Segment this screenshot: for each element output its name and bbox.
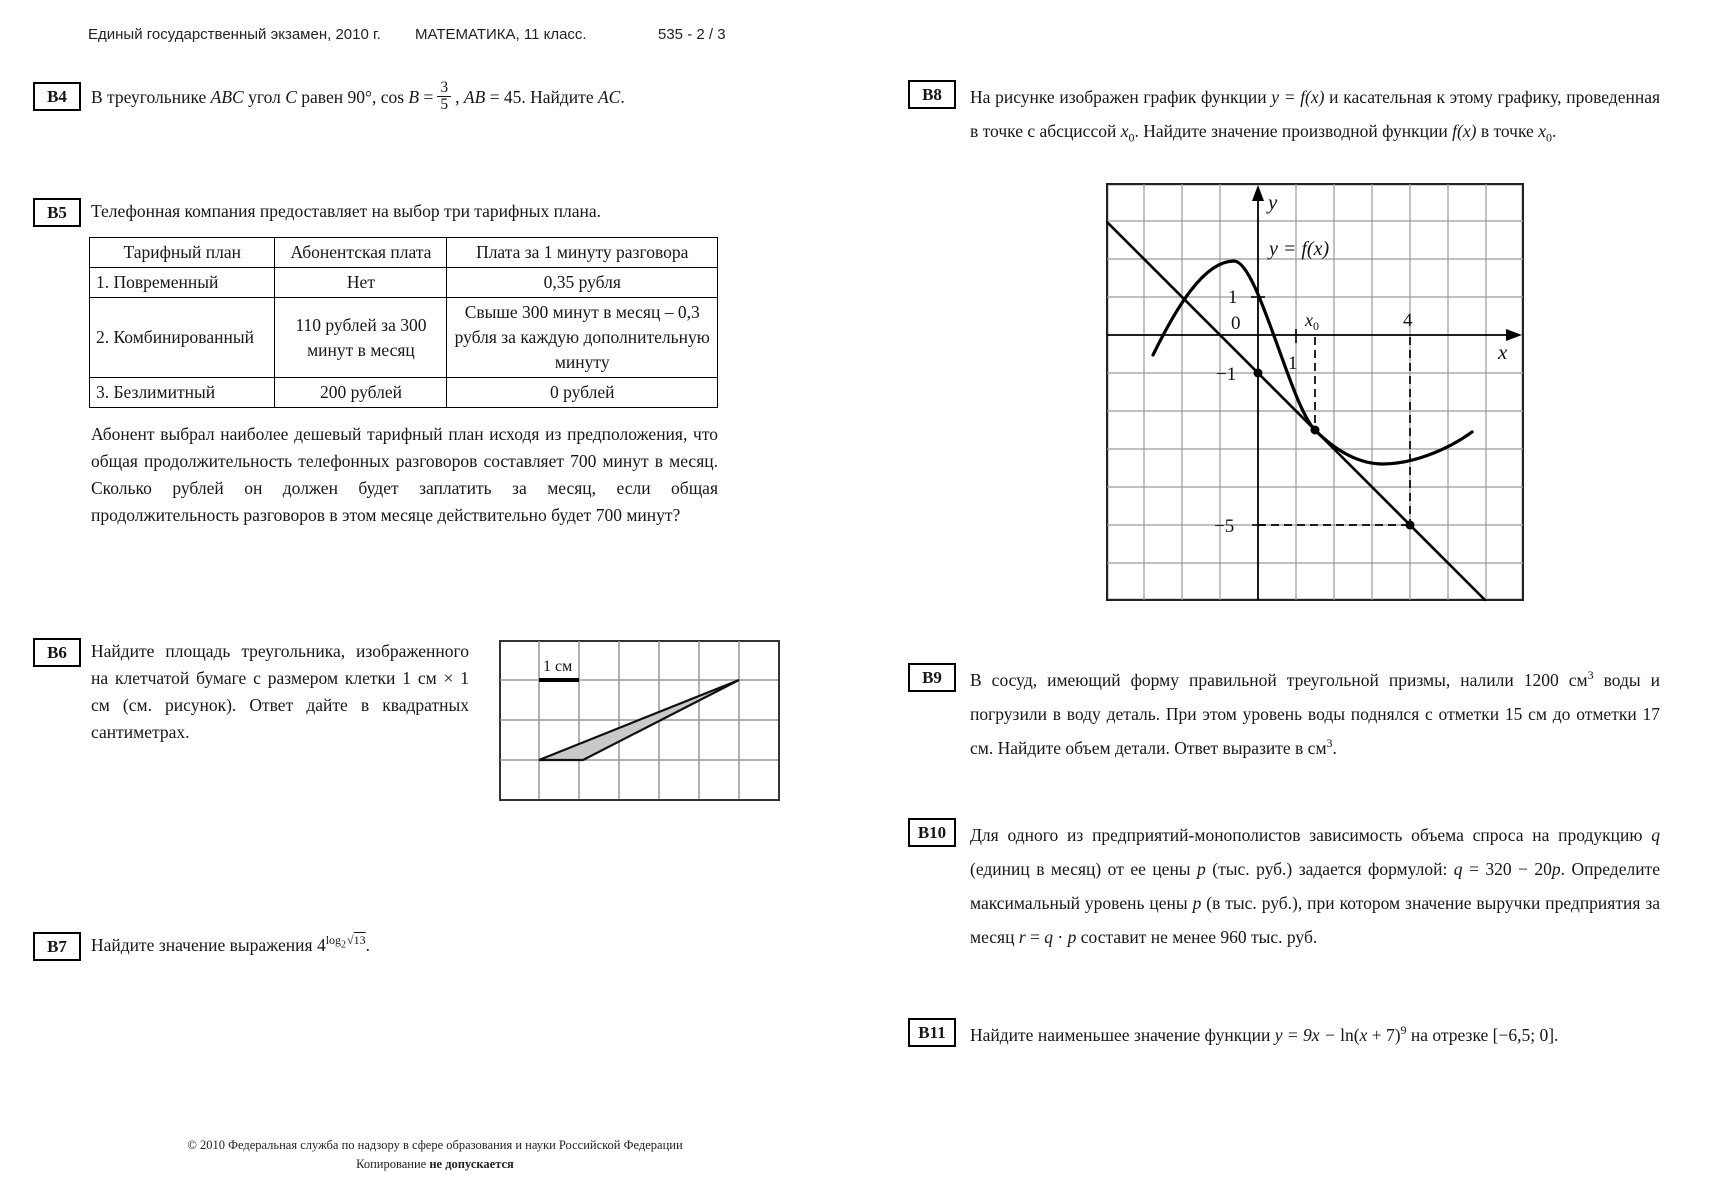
cell-plan-2: 2. Комбинированный — [90, 298, 275, 378]
math-sup: 9 — [1400, 1023, 1407, 1038]
math-formula: · — [1053, 927, 1068, 947]
footer-copyright: © 2010 Федеральная служба по надзору в сфере образования и науки Российской Федерации — [187, 1138, 683, 1152]
text-segment: На рисунке изображен график функции — [970, 87, 1267, 107]
cell-rate-2: Свыше 300 минут в месяц – 0,3 рубля за каждую дополнительную минуту — [447, 298, 718, 378]
text-segment: . — [1551, 121, 1557, 141]
tick-label-origin: 0 — [1231, 313, 1241, 334]
header-subject: МАТЕМАТИКА, 11 класс. — [415, 26, 587, 43]
problem-number-box: В8 — [908, 80, 956, 109]
table-header-row — [90, 238, 718, 268]
text-segment: в точке — [1480, 121, 1534, 141]
fraction-numerator: 3 — [440, 79, 449, 96]
math-base: 4 — [316, 935, 326, 955]
math-interval: [−6,5; 0] — [1492, 1025, 1555, 1045]
problem-paragraph: Абонент выбрал наиболее дешевый тарифный план исходя из предположения, что общая продолжительность телефонных разговоров составляет 700 минут в месяц. Сколько рублей он должен будет заплатить за месяц, если общая продолжительность разговоров в этом месяце действительно будет 700 минут? — [91, 424, 718, 525]
x-axis-label: x — [1498, 340, 1508, 364]
math-var: p — [1551, 859, 1561, 879]
cell-fee-2: 110 рублей за 300 минут в месяц — [275, 298, 447, 378]
text-segment: . — [365, 935, 371, 955]
math-formula: = 320 − 20 — [1462, 859, 1552, 879]
problem-text — [970, 80, 1660, 148]
tariff-table — [89, 237, 718, 408]
problem-number-box: В9 — [908, 663, 956, 692]
math-formula: y = f(x) — [1271, 87, 1325, 107]
problem-number-box: В5 — [33, 198, 81, 227]
y-axis-label: y — [1268, 190, 1278, 214]
text-segment: , — [455, 86, 460, 107]
text-segment: Для одного из предприятий-монополистов зависимость объема спроса на продукцию — [970, 825, 1643, 845]
radicand: 13 — [353, 933, 366, 948]
col-header-plan: Тарифный план — [90, 238, 275, 268]
problem-b7 — [33, 932, 718, 961]
graph-figure — [1106, 183, 1524, 601]
problem-text — [970, 663, 1660, 765]
problem-b8 — [908, 80, 1660, 148]
text-segment: воды и погрузили в воду деталь. При этом уровень воды поднялся с отметки 15 см до отметки 17 см. Найдите объем детали. Ответ выразите в см — [970, 670, 1660, 758]
tick-label-ym5: −5 — [1214, 516, 1235, 537]
text-segment: (единиц в месяц) от ее цены — [970, 859, 1191, 879]
text-segment: = — [423, 86, 434, 107]
text-segment: В треугольнике — [91, 86, 207, 107]
sqrt-icon: √ — [347, 933, 354, 948]
math-sub: 0 — [1128, 130, 1135, 145]
text-segment: В сосуд, имеющий форму правильной треугольной призмы, налили 1200 см — [970, 670, 1588, 690]
problem-number-box: В7 — [33, 932, 81, 961]
text-segment: на отрезке — [1410, 1025, 1489, 1045]
table-row — [90, 298, 718, 378]
cell-plan-3: 3. Безлимитный — [90, 378, 275, 408]
math-var: x — [1538, 121, 1546, 141]
math-formula: + 7) — [1367, 1025, 1401, 1045]
text-segment: . — [1332, 738, 1337, 758]
header-exam-title: Единый государственный экзамен, 2010 г. — [88, 26, 381, 43]
problem-number-box: В6 — [33, 638, 81, 667]
text-segment: = 45. Найдите — [489, 86, 594, 107]
problem-b11 — [908, 1018, 1660, 1052]
problem-number-box: В10 — [908, 818, 956, 847]
problem-b5 — [33, 198, 718, 529]
tick-label-x4: 4 — [1403, 310, 1413, 331]
tick-label-x1: 1 — [1288, 353, 1298, 374]
problem-number-box: В4 — [33, 82, 81, 111]
log-base: 2 — [341, 939, 347, 951]
problem-text — [91, 932, 718, 959]
cell-plan-1: 1. Повременный — [90, 268, 275, 298]
math-var: q — [1044, 927, 1054, 947]
tick-label-x0: $x_0$ — [1305, 310, 1319, 333]
scale-label: 1 см — [543, 658, 573, 675]
text-segment: . — [1554, 1025, 1559, 1045]
math-formula: f(x) — [1452, 121, 1477, 141]
text-segment: Найдите значение выражения — [91, 935, 313, 955]
math-var: B — [408, 86, 420, 107]
col-header-fee: Абонентская плата — [275, 238, 447, 268]
problem-text: Найдите площадь треугольника, изображенного на клетчатой бумаге с размером клетки 1 см × 1 см (см. рисунок). Ответ дайте в квадратных сантиметрах. — [91, 641, 469, 742]
text-segment: (тыс. руб.) задается формулой: — [1212, 859, 1448, 879]
math-func: cos — [380, 86, 405, 107]
problem-intro: Телефонная компания предоставляет на выбор три тарифных плана. — [91, 201, 602, 221]
cell-rate-3: 0 рублей — [447, 378, 718, 408]
math-var: x — [1359, 1025, 1368, 1045]
text-segment: равен 90°, — [301, 86, 377, 107]
math-formula: y = 9x − — [1274, 1025, 1341, 1045]
math-var: q — [1453, 859, 1463, 879]
math-formula: = — [1025, 927, 1045, 947]
cell-fee-1: Нет — [275, 268, 447, 298]
math-var: p — [1192, 893, 1202, 913]
math-func: ln( — [1340, 1025, 1360, 1045]
text-segment: составит не менее 960 тыс. руб. — [1080, 927, 1318, 947]
page-footer — [65, 1136, 805, 1174]
math-sup: 3 — [1587, 668, 1594, 683]
point-4-m5 — [1406, 521, 1415, 530]
math-sup: 3 — [1326, 736, 1333, 751]
text-segment: угол — [248, 86, 281, 107]
cell-rate-1: 0,35 рубля — [447, 268, 718, 298]
header-page-code: 535 - 2 / 3 — [658, 26, 726, 43]
math-var: q — [1651, 825, 1661, 845]
math-var: ABC — [210, 86, 244, 107]
problem-b9 — [908, 663, 1660, 765]
curve-label: y = f(x) — [1269, 238, 1330, 260]
math-exponent — [325, 933, 366, 951]
problem-text — [970, 818, 1660, 954]
grid-figure — [499, 640, 780, 801]
math-var: AB — [463, 86, 486, 107]
problem-text — [970, 1018, 1660, 1052]
col-header-per-minute: Плата за 1 минуту разговора — [447, 238, 718, 268]
footer-copy-notice: Копирование не допускается — [356, 1157, 514, 1171]
tick-label-y1: 1 — [1228, 287, 1238, 308]
point-0-m1 — [1254, 369, 1263, 378]
problem-text — [91, 79, 718, 116]
math-var: x — [1120, 121, 1129, 141]
math-var: C — [285, 86, 297, 107]
problem-b6 — [33, 638, 469, 746]
math-var: p — [1067, 927, 1077, 947]
math-var: p — [1197, 859, 1206, 879]
text-segment: . Определите максимальный уровень цены — [970, 859, 1660, 913]
math-var: r — [1018, 927, 1026, 947]
text-segment: Найдите наименьшее значение функции — [970, 1025, 1271, 1045]
text-segment: (в тыс. руб.), при котором значение выручки предприятия за месяц — [970, 893, 1661, 947]
text-segment: и касательная к этому графику, проведенная в точке с абсциссой — [970, 87, 1661, 141]
math-var: AC — [597, 86, 621, 107]
problem-b10 — [908, 818, 1660, 954]
log-func: log — [325, 933, 342, 948]
table-row — [90, 268, 718, 298]
cell-fee-3: 200 рублей — [275, 378, 447, 408]
text-segment: . — [620, 86, 625, 107]
point-of-tangency — [1311, 426, 1320, 435]
problem-number-box: В11 — [908, 1018, 956, 1047]
fraction — [437, 80, 451, 114]
tick-label-ym1: −1 — [1216, 364, 1237, 385]
table-row — [90, 378, 718, 408]
math-sub: 0 — [1545, 130, 1552, 145]
fraction-denominator: 5 — [437, 96, 451, 113]
text-segment: . Найдите значение производной функции — [1134, 121, 1448, 141]
problem-b4 — [33, 79, 718, 116]
